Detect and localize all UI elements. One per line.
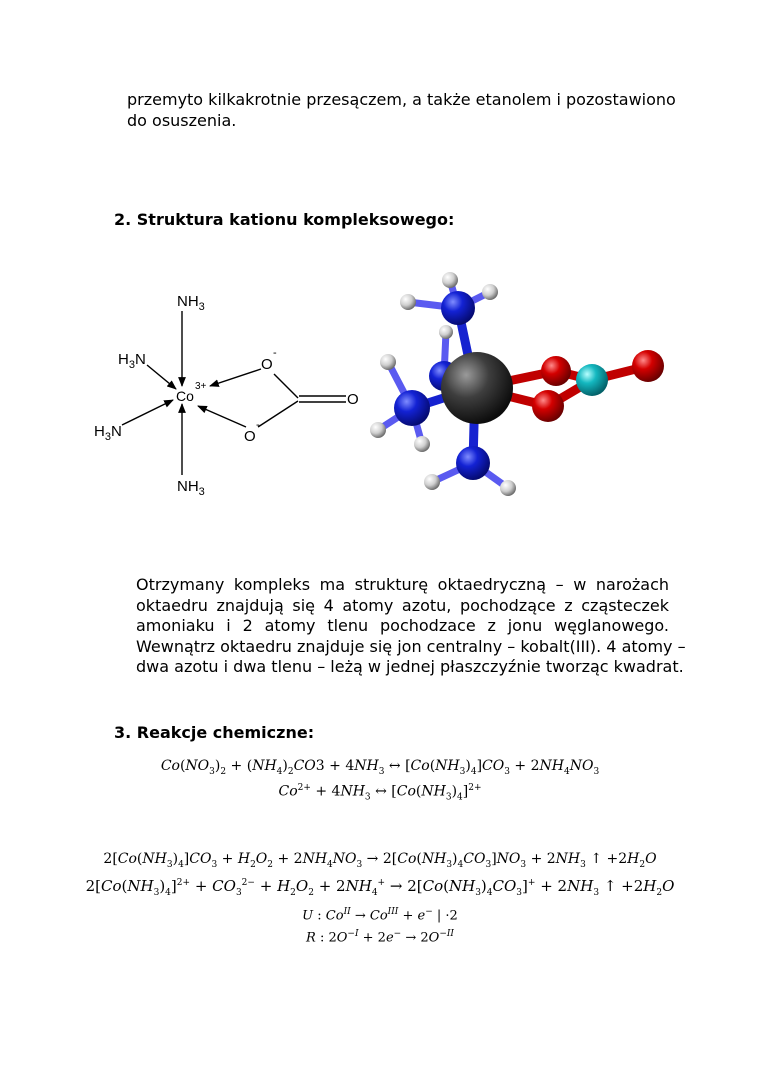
- intro-paragraph: [127, 90, 676, 131]
- nitrogen-atom: [456, 446, 490, 480]
- metal-label: Co: [176, 388, 194, 404]
- hydrogen-atom: [370, 422, 386, 438]
- molecule-3d-model: [360, 268, 680, 503]
- hydrogen-atom: [442, 272, 458, 288]
- equation-reduction: R : $2O^{-I} + 2e^- \to 2O^{-II}$: [306, 929, 454, 946]
- hydrogen-atom: [439, 325, 453, 339]
- oxygen-double-label: O: [347, 391, 359, 408]
- description-line: amoniaku i 2 atomy tlenu pochodzace z jonu węglanowego.: [136, 616, 669, 635]
- description-line: oktaedru znajdują się 4 atomy azotu, pochodzące z cząsteczek: [136, 595, 669, 615]
- ligand-lower-left-label: $H_3N$: [94, 423, 122, 443]
- oxygen-atom: [632, 350, 664, 382]
- hydrogen-atom: [414, 436, 430, 452]
- hydrogen-atom: [500, 480, 516, 496]
- description-paragraph: [136, 575, 686, 678]
- bond-arrow-lower-left: [122, 400, 173, 425]
- description-line: Otrzymany kompleks ma strukturę oktaedryczną – w narożach: [136, 575, 669, 594]
- hydrogen-atom: [424, 474, 440, 490]
- nitrogen-atom: [394, 390, 430, 426]
- section-heading-reactions: 3. Reakcje chemiczne:: [114, 723, 315, 742]
- oxygen-upper-minus: -: [273, 347, 277, 359]
- hydrogen-atom: [400, 294, 416, 310]
- oxygen-lower-label: O: [244, 428, 256, 445]
- oxygen-atom: [532, 390, 564, 422]
- intro-line: do osuszenia.: [127, 110, 237, 130]
- equation-3: $2[Co(NH_3)_4]CO_3 + H_2O_2 + 2NH_4NO_3 \to 2[Co(NH_3)_4CO_3]NO_3 + 2NH_3$ ↑ $+2H_2O$: [103, 851, 657, 870]
- bond-c-o-lower: [258, 401, 298, 427]
- oxygen-lower-minus: -: [256, 419, 260, 431]
- ligand-upper-left-label: $H_3N$: [118, 351, 146, 371]
- equation-oxidation: U : $Co^{II} \to Co^{III} + e^-$ | ·2: [302, 907, 458, 924]
- bond-c-o-upper: [274, 374, 298, 398]
- cobalt-atom: [441, 352, 513, 424]
- description-line: dwa azotu i dwa tlenu – leżą w jednej płaszczyźnie tworząc kwadrat.: [136, 657, 684, 676]
- oxygen-atom: [541, 356, 571, 386]
- hydrogen-atom: [380, 354, 396, 370]
- hydrogen-atom: [482, 284, 498, 300]
- section-heading-structure: 2. Struktura kationu kompleksowego:: [114, 210, 455, 229]
- intro-line: przemyto kilkakrotnie przesączem, a także etanolem i pozostawiono: [127, 90, 676, 109]
- nitrogen-atom: [441, 291, 475, 325]
- bond-arrow-oxygen-upper: [210, 369, 261, 386]
- equation-4: $2[Co(NH_3)_4]^{2+} + CO_3^{2-} + H_2O_2 + 2NH_4^+ \to 2[Co(NH_3)_4CO_3]^+ + 2NH_3$ ↑ $+2H_2O$: [85, 877, 675, 898]
- metal-charge: 3+: [195, 381, 207, 392]
- carbon-atom: [576, 364, 608, 396]
- ligand-top-label: $NH_3$: [177, 293, 205, 313]
- equation-2: $Co^{2+} + 4NH_3$ ↔ $[Co(NH_3)_4]^{2+}$: [278, 783, 482, 803]
- ligand-bottom-label: $NH_3$: [177, 478, 205, 498]
- bond-arrow-upper-left: [147, 365, 176, 389]
- structural-formula: [85, 283, 375, 503]
- bond-arrow-oxygen-lower: [198, 406, 246, 427]
- equation-1: $Co(NO_3)_2 + (NH_4)_2CO3 + 4NH_3$ ↔ $[Co(NH_3)_4]CO_3 + 2NH_4NO_3$: [160, 758, 600, 777]
- oxygen-upper-label: O: [261, 356, 273, 373]
- description-line: Wewnątrz oktaedru znajduje się jon centralny – kobalt(III). 4 atomy –: [136, 636, 686, 656]
